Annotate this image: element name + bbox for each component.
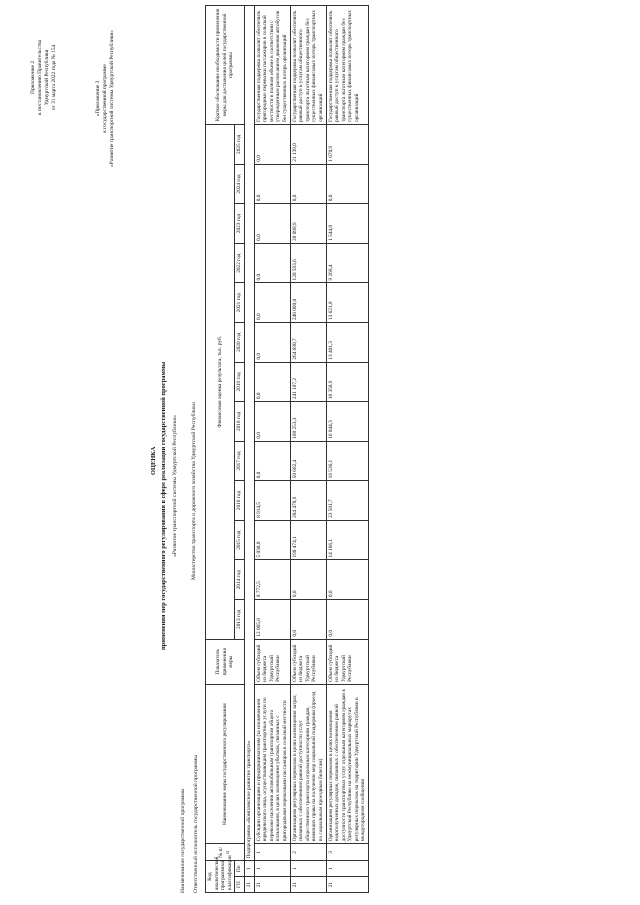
- cell-value: 1 670,9: [326, 125, 369, 165]
- year-header: 2019 год: [235, 362, 245, 402]
- cell-value: 8 914,5: [254, 481, 290, 521]
- cell-gp: 21: [244, 877, 254, 893]
- year-header: 2018 год: [235, 402, 245, 442]
- cell-value: 13 621,8: [326, 283, 369, 323]
- cell-value: 0,0: [326, 600, 369, 640]
- cell-value: 0,0: [290, 600, 326, 640]
- col-num-header: № п/п: [206, 844, 245, 861]
- cell-gp: 21: [254, 877, 290, 893]
- cell-measure-name: Субсидии организациям и предпринимателям (за исключением юридического лица, осуществляющим транспортные услуги по перевозке населения автомобильным транспортом общего пользования, в целях возмещения убытков, связанных с пригородными перевозками пассажиров в сельской местности: [254, 684, 290, 844]
- cell-value: 5 030,0: [254, 520, 290, 560]
- cell-value: 14 166,1: [326, 520, 369, 560]
- cell-indicator: Объем субсидий из бюджета Удмуртской Республики: [290, 639, 326, 684]
- cell-value: 241 187,2: [290, 362, 326, 402]
- cell-value: 8 772,5: [254, 560, 290, 600]
- program-appendix-line: «Приложение 3: [95, 80, 101, 117]
- year-header: 2017 год: [235, 441, 245, 481]
- appendix-line: от 31 марта 2022 года № 154: [51, 44, 57, 111]
- program-appendix-line: к государственной программе: [102, 64, 108, 133]
- cell-gp: 21: [326, 877, 369, 893]
- cell-reason: Государственная поддержка позволит обеспечить равный доступ к услугам общественного транспорта льготным категориям граждан без существенных финансовых потерь транспортных организаций: [326, 6, 369, 125]
- cell-value: 264 690,7: [290, 323, 326, 363]
- cell-value: 20 098,9: [290, 204, 326, 244]
- year-header: 2021 год: [235, 283, 245, 323]
- program-name-label: Наименование государственной программы: [180, 788, 186, 893]
- cell-value: 23 581,7: [326, 481, 369, 521]
- year-header: 2016 год: [235, 481, 245, 521]
- cell-pp: 1: [290, 861, 326, 877]
- cell-value: 18 358,9: [326, 362, 369, 402]
- cell-value: 0,0: [290, 164, 326, 204]
- appendix-block: [30, 40, 58, 115]
- cell-value: 0,0: [254, 323, 290, 363]
- cell-value: 190 474,1: [290, 520, 326, 560]
- cell-value: 0,0: [254, 362, 290, 402]
- cell-value: 16 536,1: [326, 441, 369, 481]
- cell-value: 0,0: [254, 164, 290, 204]
- table-row: [290, 6, 326, 893]
- cell-value: 9 268,4: [326, 243, 369, 283]
- cell-num: 3: [326, 844, 369, 861]
- cell-pp: 1: [326, 861, 369, 877]
- cell-value: 12 065,8: [254, 600, 290, 640]
- cell-measure-name: Организациям регулярных перевозок в целях возмещения затрат, связанных с обеспечением равной доступности услуг общественного транспорта отдельным категориям граждан, имеющих право на получение мер социальной поддержки (проезд по социальным проездным билетам): [290, 684, 326, 844]
- cell-num: 1: [254, 844, 290, 861]
- cell-value: 21 139,0: [290, 125, 326, 165]
- col-indicator-header: Показатель применения меры: [206, 639, 245, 684]
- cell-value: 1 544,8: [326, 204, 369, 244]
- cell-value: 13 401,3: [326, 323, 369, 363]
- cell-indicator: Объем субсидий из бюджета Удмуртской Республики: [254, 639, 290, 684]
- col-name-header: Наименование меры государственного регулирования: [206, 684, 245, 844]
- subprogram-row: [244, 6, 254, 893]
- program-appendix-block: [95, 30, 116, 167]
- cell-value: 0,0: [254, 402, 290, 442]
- appendix-line: Удмуртской Республики: [44, 49, 50, 106]
- year-header: 2022 год: [235, 243, 245, 283]
- cell-gp: 21: [290, 877, 326, 893]
- cell-value: 16 844,3: [326, 402, 369, 442]
- year-header: 2020 год: [235, 323, 245, 363]
- col-pp-header: Пп: [235, 861, 245, 877]
- year-header: 2024 год: [235, 164, 245, 204]
- cell-value: 246 090,0: [290, 283, 326, 323]
- cell-value: 0,0: [254, 283, 290, 323]
- cell-indicator: Объем субсидий из бюджета Удмуртской Республики: [326, 639, 369, 684]
- cell-value: 50 682,4: [290, 441, 326, 481]
- table-row: [254, 6, 290, 893]
- cell-pp: 1: [244, 861, 254, 877]
- cell-value: 0,0: [326, 560, 369, 600]
- document-subtitle: применения мер государственного регулирования в сфере реализации государственной программы: [160, 361, 167, 650]
- year-header: 2014 год: [235, 560, 245, 600]
- executor-name: Министерство транспорта и дорожного хозяйства Удмуртской Республики: [191, 402, 197, 580]
- cell-num: 2: [290, 844, 326, 861]
- appendix-line: к постановлению Правительства: [37, 39, 43, 115]
- table-row: [326, 6, 369, 893]
- col-fin-header: Финансовая оценка результата, тыс. руб.: [206, 125, 235, 640]
- appendix-line: Приложение 2: [30, 60, 36, 94]
- cell-value: 0,0: [326, 164, 369, 204]
- program-name: «Развитие транспортной системы Удмуртской Республики»: [172, 414, 178, 557]
- cell-value: 0,0: [254, 125, 290, 165]
- cell-value: 188 253,3: [290, 402, 326, 442]
- col-gp-header: ГП: [235, 877, 245, 893]
- year-header: 2015 год: [235, 520, 245, 560]
- subprogram-title: Подпрограмма «Комплексное развитие транспорта»: [244, 6, 254, 861]
- cell-reason: Государственная поддержка позволит обеспечить пригородные перевозки пассажиров в сельской местности в полном объеме в соответствии с утвержденным расписанием движения автобусов без существенных потерь организаций: [254, 6, 290, 125]
- cell-value: 0,0: [254, 441, 290, 481]
- cell-measure-name: Организациям регулярных перевозок в целях возмещения недополученных доходов, связанных с обеспечением равной доступности транспортных услуг отдельным категориям граждан в Удмуртской Республике на межмуниципальных маршрутах регулярных перевозок на территории Удмуртской Республики в междугородном сообщении: [326, 684, 369, 844]
- cell-pp: 1: [254, 861, 290, 877]
- cell-value: 120 593,6: [290, 243, 326, 283]
- regulation-table: [205, 5, 369, 893]
- cell-value: 0,0: [254, 204, 290, 244]
- document-title: ОЦЕНКА: [150, 446, 157, 475]
- year-header: 2013 год: [235, 600, 245, 640]
- program-appendix-line: «Развитие транспортной системы Удмуртской Республики»: [109, 30, 115, 167]
- cell-value: 284 478,9: [290, 481, 326, 521]
- cell-reason: Государственная поддержка позволит обеспечить равный доступ к услугам общественного транспорта льготным категориям граждан без существенных финансовых потерь транспортных организаций: [290, 6, 326, 125]
- year-header: 2023 год: [235, 204, 245, 244]
- col-code-header: Код аналитической программной классификации: [206, 861, 235, 893]
- cell-value: 0,0: [254, 243, 290, 283]
- cell-value: 0,0: [290, 560, 326, 600]
- col-reason-header: Краткое обоснование необходимости применения меры для достижения целей государственной программы: [206, 6, 245, 125]
- year-header: 2025 год: [235, 125, 245, 165]
- executor-label: Ответственный исполнитель государственной программы: [193, 754, 199, 893]
